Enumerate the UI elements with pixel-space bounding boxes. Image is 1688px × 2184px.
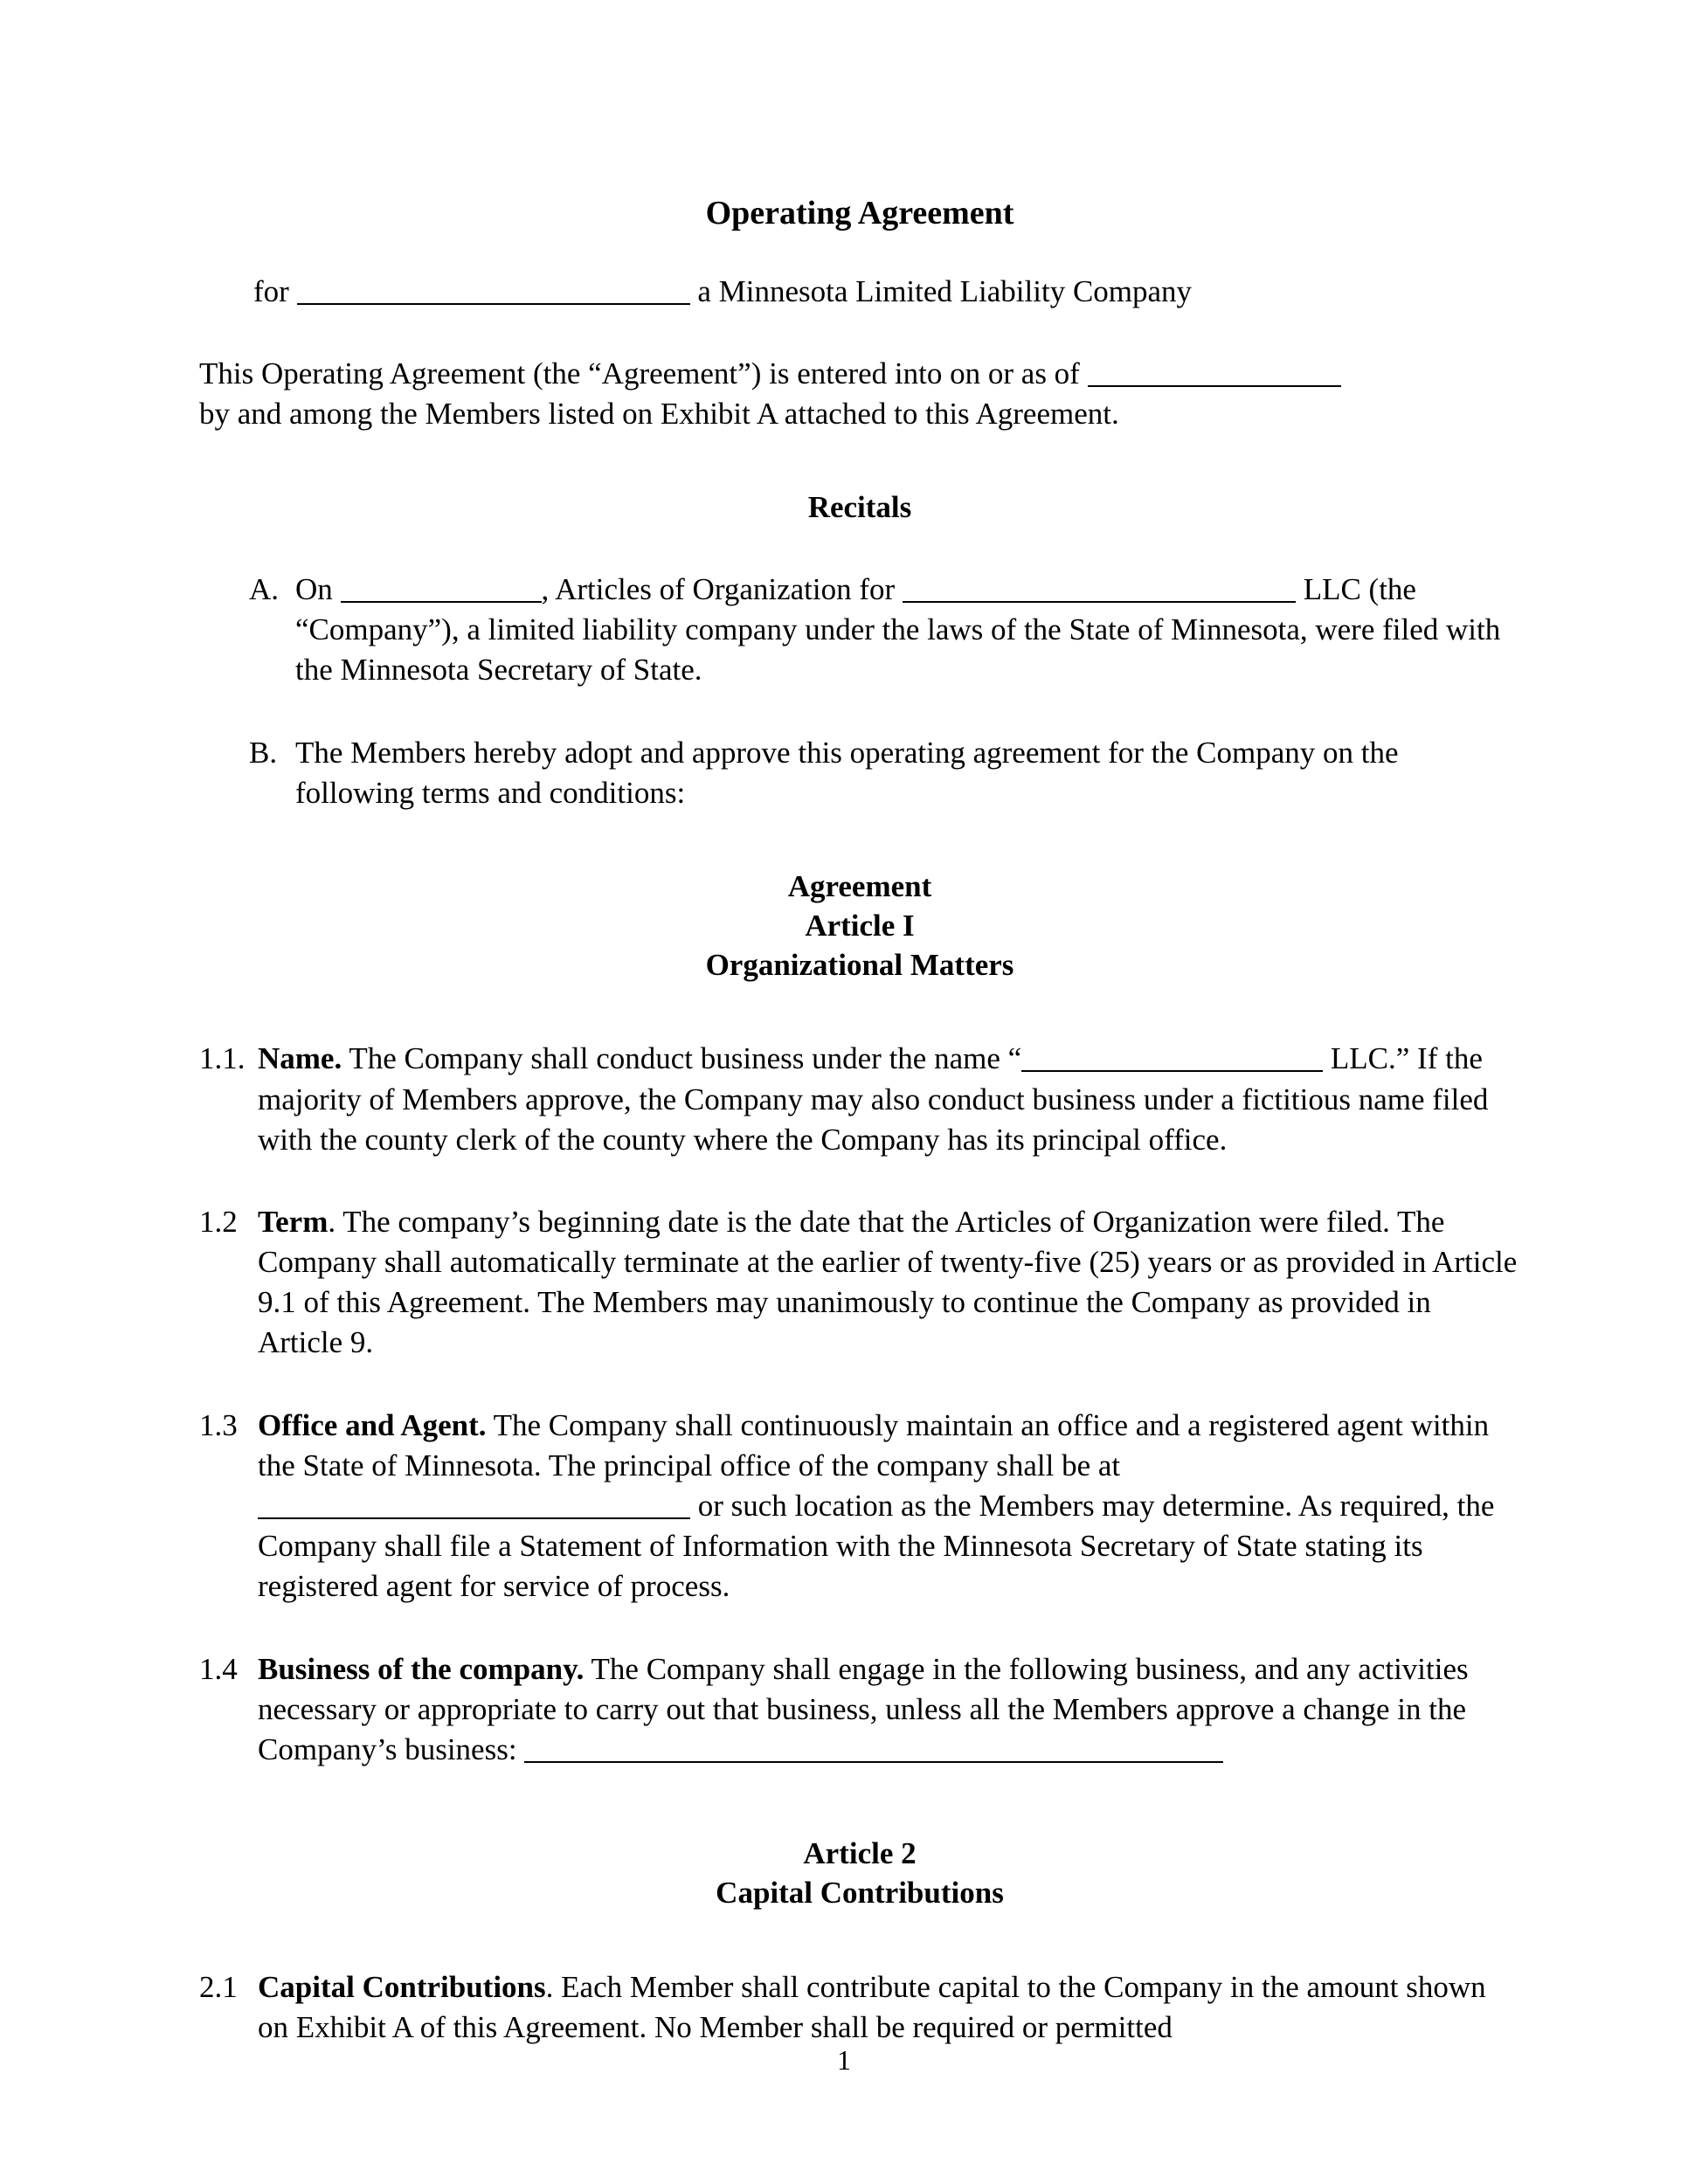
company-name-blank[interactable] [297,279,690,305]
section-1-2-part1: . The company’s beginning date is the date that the Articles of Organization were filed. The Company shall automatically terminate at the earlier of twenty-five (25) years or as provided in Article 9.1 of this Agreement. The Members may unanimously to continue the Company as provided in Article 9. [258,1204,1518,1360]
section-1-3-part2: or such location as the Members may determine. As required, the Company shall file a Statement of Information with the Minnesota Secretary of State stating its registered agent for service of process. [258,1489,1495,1604]
for-label: for [253,273,289,308]
section-1-2-lead: Term [258,1204,329,1239]
spacer [199,691,1520,733]
section-1-4 [199,1649,1520,1771]
recital-a-part3: LLC (the “Company”), a limited liability company under the laws of the State of Minnesota, were filed with the Minnesota Secretary of State. [295,572,1501,688]
section-2-1-marker: 2.1 [199,1969,238,2004]
section-2-1-part1: . Each Member shall contribute capital to the Company in the amount shown on Exhibit A of this Agreement. No Member shall be required or permitted [258,1969,1486,2044]
recital-item-b [199,733,1520,813]
spacer [199,1160,1520,1202]
filing-date-blank[interactable] [341,577,542,603]
agreement-heading: Agreement [787,868,932,903]
section-1-3 [199,1406,1520,1607]
business-name-blank[interactable] [1021,1046,1323,1072]
section-2-1-lead: Capital Contributions [258,1969,546,2004]
spacer [199,434,1520,488]
section-1-4-part1: The Company shall engage in the following business, and any activities necessary or appropriate to carry out that business, unless all the Members approve a change in the Company’s business: [258,1651,1469,1766]
section-1-4-marker: 1.4 [199,1651,238,1686]
for-suffix: a Minnesota Limited Liability Company [697,273,1193,308]
section-1-2 [199,1202,1520,1364]
spacer [199,312,1520,354]
spacer [199,1364,1520,1406]
article-1-title-heading: Organizational Matters [705,947,1014,982]
intro-line-1: This Operating Agreement (the “Agreement”) is entered into on or as of [199,356,1080,390]
recital-a-part2: , Articles of Organization for [541,572,896,607]
spacer [199,1607,1520,1649]
section-1-3-marker: 1.3 [199,1407,238,1442]
section-1-3-lead: Office and Agent. [258,1407,487,1442]
spacer [199,1770,1520,1835]
spacer [199,1913,1520,1967]
section-1-1-lead: Name. [258,1041,342,1076]
section-1-3-part1: The Company shall continuously maintain an office and a registered agent within the State of Minnesota. The principal office of the company shall be at [258,1407,1490,1482]
section-1-1-part2: LLC.” If the majority of Members approve, the Company may also conduct business under a fictitious name filed with the county clerk of the county where the Company has its principal office. [258,1041,1489,1157]
for-line [199,234,1520,312]
spacer [199,528,1520,570]
article-2-title-heading: Capital Contributions [716,1875,1004,1910]
principal-office-blank[interactable] [258,1493,690,1519]
agreement-date-blank[interactable] [1088,361,1341,387]
section-2-1 [199,1967,1520,2048]
recital-b-text: The Members hereby adopt and approve this operating agreement for the Company on the following terms and conditions: [295,735,1399,810]
recital-marker-a: A. [249,572,280,607]
page-title: Operating Agreement [705,195,1014,232]
article-1-number-heading: Article I [805,908,915,943]
article-2-number-heading: Article 2 [803,1836,917,1871]
page-number: 1 [837,2044,851,2076]
intro-line-2: by and among the Members listed on Exhibit A attached to this Agreement. [199,397,1119,432]
document-content [199,0,1520,2048]
recital-a-part1: On [295,572,333,607]
organization-name-blank[interactable] [903,577,1296,603]
section-1-1 [199,1039,1520,1160]
section-1-4-lead: Business of the company. [258,1651,585,1686]
spacer [199,813,1520,867]
intro-paragraph [199,354,1520,434]
recitals-heading: Recitals [807,490,912,525]
recital-item-a [199,570,1520,691]
business-description-blank[interactable] [524,1737,1223,1763]
recital-marker-b: B. [249,735,278,770]
section-1-1-marker: 1.1. [199,1041,246,1076]
spacer [199,985,1520,1039]
section-1-2-marker: 1.2 [199,1204,238,1239]
section-1-1-part1: The Company shall conduct business under the name “ [349,1041,1022,1076]
